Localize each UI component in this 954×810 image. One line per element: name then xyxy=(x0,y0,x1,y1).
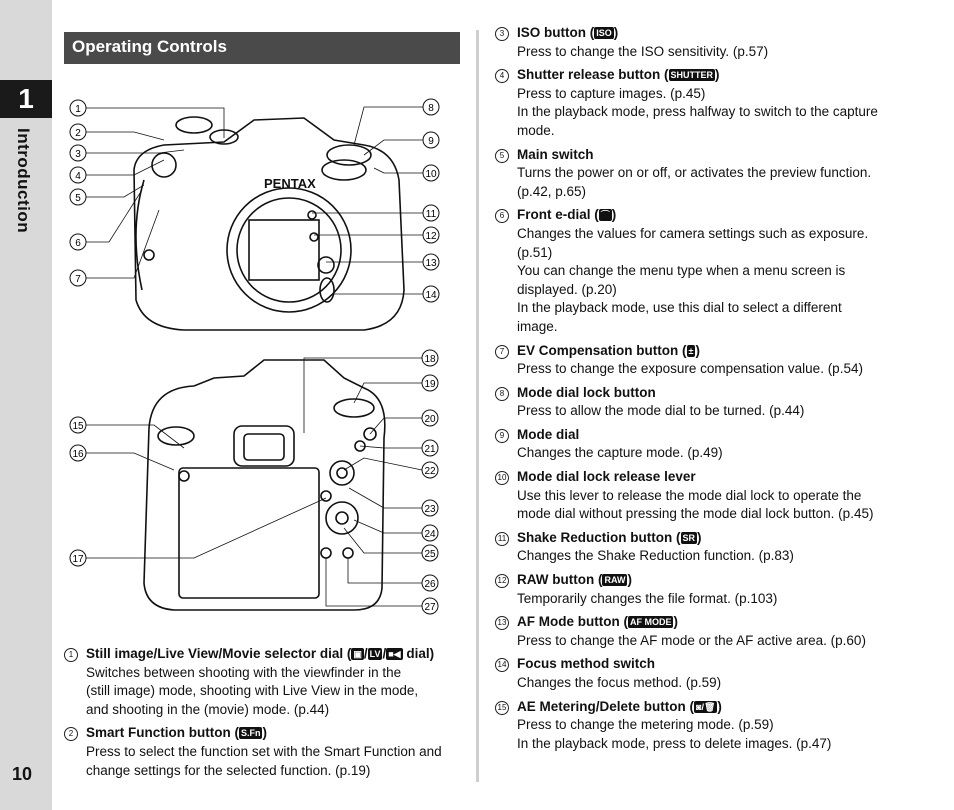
item-13: 13 AF Mode button ( AF MODE ) Press to change the AF mode or the AF active area. (p.60) xyxy=(495,613,895,650)
item-10 xyxy=(495,468,895,524)
item-line: Switches between shooting with the viewfinder in the xyxy=(86,664,402,680)
item-number: 15 xyxy=(495,701,509,715)
svg-text:15: 15 xyxy=(72,421,84,432)
item-title: Focus method switch xyxy=(517,656,656,672)
callout-front-5 xyxy=(70,189,86,205)
callout-front-1 xyxy=(70,100,86,116)
svg-text:4: 4 xyxy=(75,171,81,182)
item-line: Changes the focus method. (p.59) xyxy=(517,675,722,690)
item-9 xyxy=(495,426,895,463)
item-title: Mode dial lock release lever xyxy=(517,469,696,485)
svg-text:6: 6 xyxy=(75,238,81,249)
callout-front-13 xyxy=(423,254,439,270)
item-8 xyxy=(495,384,895,421)
callout-front-10 xyxy=(423,165,439,181)
item-title: Shutter release button ( xyxy=(517,67,669,83)
item-icon: AF MODE xyxy=(629,617,672,628)
item-title: AF Mode button ( xyxy=(517,614,628,630)
callout-back-20 xyxy=(422,410,438,426)
item-14 xyxy=(495,655,895,692)
lv-icon: LV xyxy=(369,649,381,659)
item-line: Changes the capture mode. (p.49) xyxy=(517,445,723,461)
item-number: 3 xyxy=(495,27,509,41)
item-line: You can change the menu type when a menu screen is xyxy=(517,263,846,279)
item-line: In the playback mode, use this dial to select a different xyxy=(517,300,842,316)
chapter-number: 1 xyxy=(0,80,52,118)
svg-text:20: 20 xyxy=(424,414,436,425)
item-line: Press to capture images. (p.45) xyxy=(517,85,706,101)
item-icon: ± xyxy=(688,345,694,356)
camera-front-diagram xyxy=(64,90,454,340)
chapter-title: Introduction xyxy=(14,128,33,234)
item-title: EV Compensation button ( xyxy=(517,342,687,358)
item-line: In the playback mode, press halfway to switch to the capture xyxy=(517,104,878,120)
callout-back-17 xyxy=(70,550,86,566)
callout-front-8 xyxy=(423,99,439,115)
callout-front-4 xyxy=(70,167,86,183)
left-item-list xyxy=(64,645,464,785)
item-line: Changes the Shake Reduction function. (p.83) xyxy=(517,548,794,564)
callout-back-18 xyxy=(422,350,438,366)
callout-front-14 xyxy=(423,286,439,302)
item-line: Turns the power on or off, or activates the preview function. xyxy=(517,165,872,181)
item-line: Press to select the function set with the Smart Function and xyxy=(86,743,442,759)
svg-text:22: 22 xyxy=(424,466,436,477)
item-number: 5 xyxy=(495,149,509,163)
callout-back-26 xyxy=(422,575,438,591)
item-title: ISO button ( xyxy=(517,25,595,40)
section-title: Operating Controls xyxy=(64,32,460,64)
svg-text:7: 7 xyxy=(75,274,81,285)
item-title: AE Metering/Delete button ( xyxy=(517,698,695,714)
item-icon: RAW xyxy=(604,575,626,586)
item-number: 12 xyxy=(495,574,509,588)
svg-text:27: 27 xyxy=(424,602,436,613)
callout-back-21 xyxy=(422,440,438,456)
svg-text:12: 12 xyxy=(425,231,437,242)
item-title: RAW button ( xyxy=(517,572,603,588)
item-title: Main switch xyxy=(517,146,594,162)
callout-front-12 xyxy=(423,227,439,243)
sfn-icon: S.Fn xyxy=(240,728,261,739)
page-number: 10 xyxy=(12,764,33,784)
callout-back-19 xyxy=(422,375,438,391)
item-icon: ◙/🗑 xyxy=(696,701,716,712)
item-number: 7 xyxy=(495,345,509,359)
item-line: change settings for the selected function. (p.19) xyxy=(86,762,371,778)
item-line: mode. xyxy=(517,122,555,138)
item-title: Shake Reduction button ( xyxy=(517,529,681,545)
item-line: Press to change the metering mode. (p.59) xyxy=(517,717,774,733)
item-number: 11 xyxy=(495,532,509,546)
item-line: (still image) mode, shooting with Live View in the mode, xyxy=(86,683,419,699)
svg-text:13: 13 xyxy=(425,258,437,269)
item-line: Press to allow the mode dial to be turned. (p.44) xyxy=(517,403,805,419)
item-7: 7 EV Compensation button ( ± ) Press to change the exposure compensation value. (p.54) xyxy=(495,342,895,379)
callout-back-22 xyxy=(422,462,438,478)
item-icon: ⌒ xyxy=(600,210,610,221)
svg-text:25: 25 xyxy=(424,549,436,560)
callout-back-25 xyxy=(422,545,438,561)
item-number: 4 xyxy=(495,69,509,83)
svg-text:24: 24 xyxy=(424,529,436,540)
brand-logo: PENTAX xyxy=(264,176,316,191)
callout-back-23 xyxy=(422,500,438,516)
item-5 xyxy=(495,146,895,202)
callout-front-3 xyxy=(70,145,86,161)
item-line: image. xyxy=(517,318,558,334)
item-line: displayed. (p.20) xyxy=(517,281,617,297)
svg-text:19: 19 xyxy=(424,379,436,390)
item-4: 4 Shutter release button ( SHUTTER ) Press to capture images. (p.45) In the playback mode, press halfway to switch to the capture mode. xyxy=(495,66,895,140)
svg-text:17: 17 xyxy=(72,554,84,565)
item-15: 15 AE Metering/Delete button ( ◙/🗑 ) Press to change the metering mode. (p.59) In the playback mode, press to delete images. (p.47) xyxy=(495,698,895,754)
svg-text:18: 18 xyxy=(424,354,436,365)
item-line: Press to change the exposure compensation value. (p.54) xyxy=(517,361,863,377)
item-number: 14 xyxy=(495,658,509,672)
item-icon: SR xyxy=(682,532,696,543)
svg-text:8: 8 xyxy=(428,103,434,114)
item-number: 13 xyxy=(495,616,509,630)
item-3: 3 ISO button ( ISO ) Press to change the ISO sensitivity. (p.57) xyxy=(495,24,895,61)
item-12: 12 RAW button ( RAW ) Temporarily changes the file format. (p.103) xyxy=(495,571,895,608)
camera-icon: ▣ xyxy=(353,649,362,659)
item-line: Use this lever to release the mode dial lock to operate the xyxy=(517,487,862,503)
item-icon: SHUTTER xyxy=(670,70,714,81)
callout-front-6 xyxy=(70,234,86,250)
svg-text:9: 9 xyxy=(428,136,434,147)
column-divider xyxy=(476,30,479,782)
callout-back-16 xyxy=(70,445,86,461)
item-1: 1 Still image/Live View/Movie selector dial ( ▣ / LV / ■◀ dial) Switches between shooting with the viewfinder in the (still image) mode, shooting with Live View in the mode, and shooting in the (movie) mode. (p.44) xyxy=(64,645,464,719)
callout-front-11 xyxy=(423,205,439,221)
svg-text:1: 1 xyxy=(75,104,81,115)
item-title: Mode dial lock button xyxy=(517,384,656,400)
svg-text:10: 10 xyxy=(425,169,437,180)
item-line: Press to change the ISO sensitivity. (p.57) xyxy=(517,43,769,59)
svg-text:2: 2 xyxy=(75,128,81,139)
item-title: Mode dial xyxy=(517,426,580,442)
item-line: In the playback mode, press to delete images. (p.47) xyxy=(517,735,832,751)
item-number: 9 xyxy=(495,429,509,443)
item-icon: ISO xyxy=(596,28,612,38)
item-number: 6 xyxy=(495,209,509,223)
right-item-list xyxy=(495,24,895,758)
callout-front-9 xyxy=(423,132,439,148)
item-number: 2 xyxy=(64,727,78,741)
item-line: Press to change the AF mode or the AF active area. (p.60) xyxy=(517,632,866,648)
item-number: 10 xyxy=(495,471,509,485)
callout-back-15 xyxy=(70,417,86,433)
item-line: Changes the values for camera settings such as exposure. xyxy=(517,225,869,241)
svg-text:26: 26 xyxy=(424,579,436,590)
item-2: 2 Smart Function button ( S.Fn ) Press to select the function set with the Smart Function and change settings for the selected function. (p.19) xyxy=(64,724,464,780)
svg-text:14: 14 xyxy=(425,290,437,301)
item-line: Temporarily changes the file format. (p.103) xyxy=(517,590,778,606)
item-line: mode dial without pressing the mode dial lock button. (p.45) xyxy=(517,506,874,522)
svg-text:11: 11 xyxy=(425,209,437,220)
svg-text:5: 5 xyxy=(75,193,81,204)
item-number: 8 xyxy=(495,387,509,401)
item-line: (p.51) xyxy=(517,244,553,260)
item-11: 11 Shake Reduction button ( SR ) Changes the Shake Reduction function. (p.83) xyxy=(495,529,895,566)
svg-text:3: 3 xyxy=(75,149,81,160)
camera-back-diagram xyxy=(64,348,454,618)
item-6: 6 Front e-dial ( ⌒ ) Changes the values for camera settings such as exposure. (p.51) You can change the menu type when a menu screen is displayed. (p.20) In the playback mode, use this dial to select a different image. xyxy=(495,206,895,336)
callout-front-7 xyxy=(70,270,86,286)
item-line: (p.42, p.65) xyxy=(517,183,587,199)
item-number: 1 xyxy=(64,648,78,662)
callout-back-27 xyxy=(422,598,438,614)
chapter-tab xyxy=(0,0,52,810)
svg-text:16: 16 xyxy=(72,449,84,460)
item-title: Front e-dial ( xyxy=(517,207,599,223)
svg-text:23: 23 xyxy=(424,504,436,515)
item-line: and shooting in the (movie) mode. (p.44) xyxy=(86,701,330,717)
callout-back-24 xyxy=(422,525,438,541)
movie-icon: ■◀ xyxy=(388,649,401,659)
svg-text:21: 21 xyxy=(424,444,436,455)
callout-front-2 xyxy=(70,124,86,140)
